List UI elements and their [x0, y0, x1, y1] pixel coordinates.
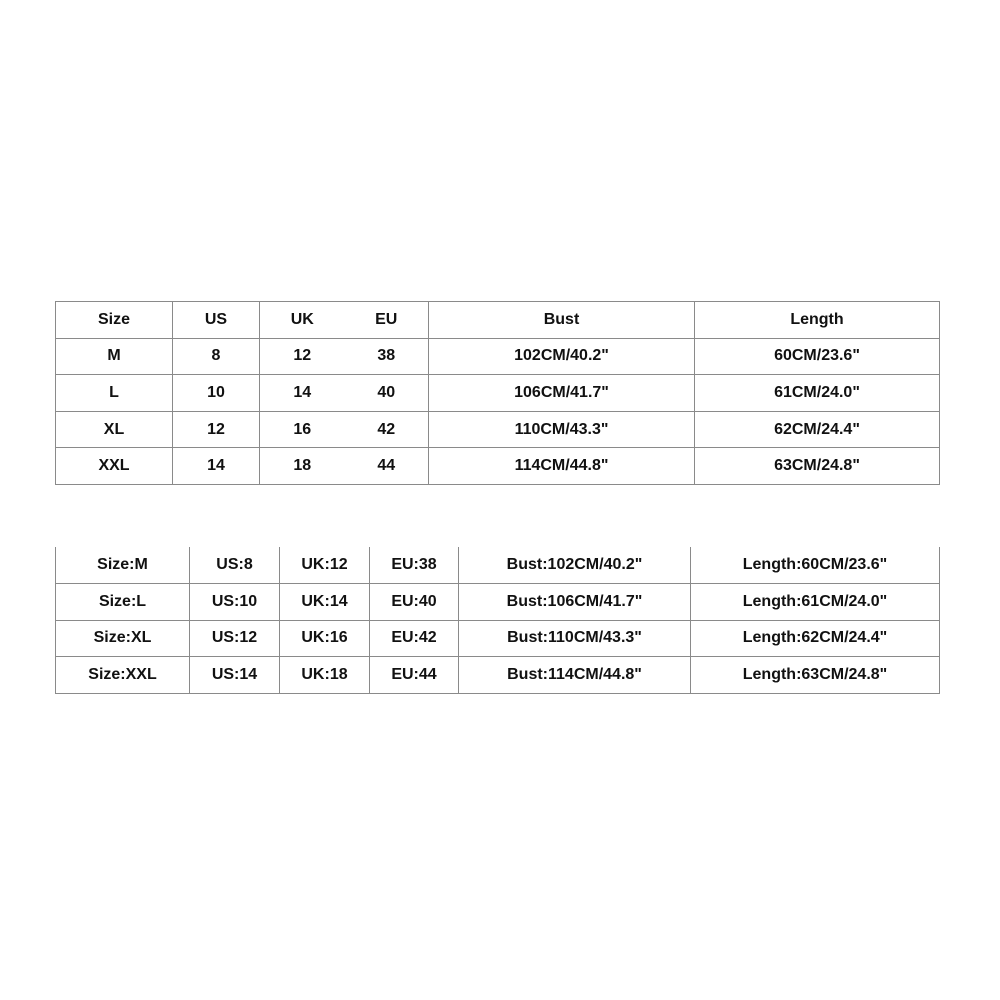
cell-us: US:8 [190, 547, 280, 584]
cell-bust: 114CM/44.8" [429, 448, 695, 485]
cell-uk: 12 [260, 338, 345, 375]
cell-length: Length:60CM/23.6" [691, 547, 940, 584]
header-size: Size [56, 302, 173, 339]
cell-bust: 110CM/43.3" [429, 411, 695, 448]
table-row [56, 657, 940, 694]
table-row [56, 411, 940, 448]
cell-bust: Bust:114CM/44.8" [459, 657, 691, 694]
cell-uk: UK:12 [280, 547, 370, 584]
cell-eu: EU:42 [370, 620, 459, 657]
table-row [56, 338, 940, 375]
table-row [56, 448, 940, 485]
cell-size: Size:XL [56, 620, 190, 657]
cell-bust: 106CM/41.7" [429, 375, 695, 412]
size-chart-table-2 [55, 547, 940, 694]
cell-size: XXL [56, 448, 173, 485]
cell-size: Size:M [56, 547, 190, 584]
header-length: Length [695, 302, 940, 339]
cell-us: 14 [173, 448, 260, 485]
cell-size: Size:XXL [56, 657, 190, 694]
table-row [56, 547, 940, 584]
cell-us: 10 [173, 375, 260, 412]
table-header-row [56, 302, 940, 339]
cell-bust: Bust:106CM/41.7" [459, 584, 691, 621]
cell-length: 60CM/23.6" [695, 338, 940, 375]
cell-size: XL [56, 411, 173, 448]
cell-us: 12 [173, 411, 260, 448]
cell-eu: EU:38 [370, 547, 459, 584]
cell-uk: UK:14 [280, 584, 370, 621]
cell-us: US:12 [190, 620, 280, 657]
header-us: US [173, 302, 260, 339]
header-uk: UK [260, 302, 345, 339]
header-eu: EU [345, 302, 429, 339]
cell-eu: 40 [345, 375, 429, 412]
cell-eu: EU:40 [370, 584, 459, 621]
cell-length: 62CM/24.4" [695, 411, 940, 448]
table-row [56, 584, 940, 621]
cell-uk: 14 [260, 375, 345, 412]
cell-length: 63CM/24.8" [695, 448, 940, 485]
cell-eu: 42 [345, 411, 429, 448]
table-row [56, 375, 940, 412]
cell-length: Length:63CM/24.8" [691, 657, 940, 694]
cell-us: 8 [173, 338, 260, 375]
size-chart-table-1 [55, 301, 940, 485]
cell-us: US:14 [190, 657, 280, 694]
cell-size: M [56, 338, 173, 375]
cell-uk: UK:16 [280, 620, 370, 657]
cell-length: Length:62CM/24.4" [691, 620, 940, 657]
cell-bust: 102CM/40.2" [429, 338, 695, 375]
cell-uk: 18 [260, 448, 345, 485]
cell-size: L [56, 375, 173, 412]
table-row [56, 620, 940, 657]
cell-bust: Bust:102CM/40.2" [459, 547, 691, 584]
cell-us: US:10 [190, 584, 280, 621]
cell-bust: Bust:110CM/43.3" [459, 620, 691, 657]
cell-eu: 38 [345, 338, 429, 375]
header-bust: Bust [429, 302, 695, 339]
cell-eu: 44 [345, 448, 429, 485]
cell-uk: UK:18 [280, 657, 370, 694]
cell-length: 61CM/24.0" [695, 375, 940, 412]
cell-size: Size:L [56, 584, 190, 621]
cell-uk: 16 [260, 411, 345, 448]
cell-length: Length:61CM/24.0" [691, 584, 940, 621]
cell-eu: EU:44 [370, 657, 459, 694]
